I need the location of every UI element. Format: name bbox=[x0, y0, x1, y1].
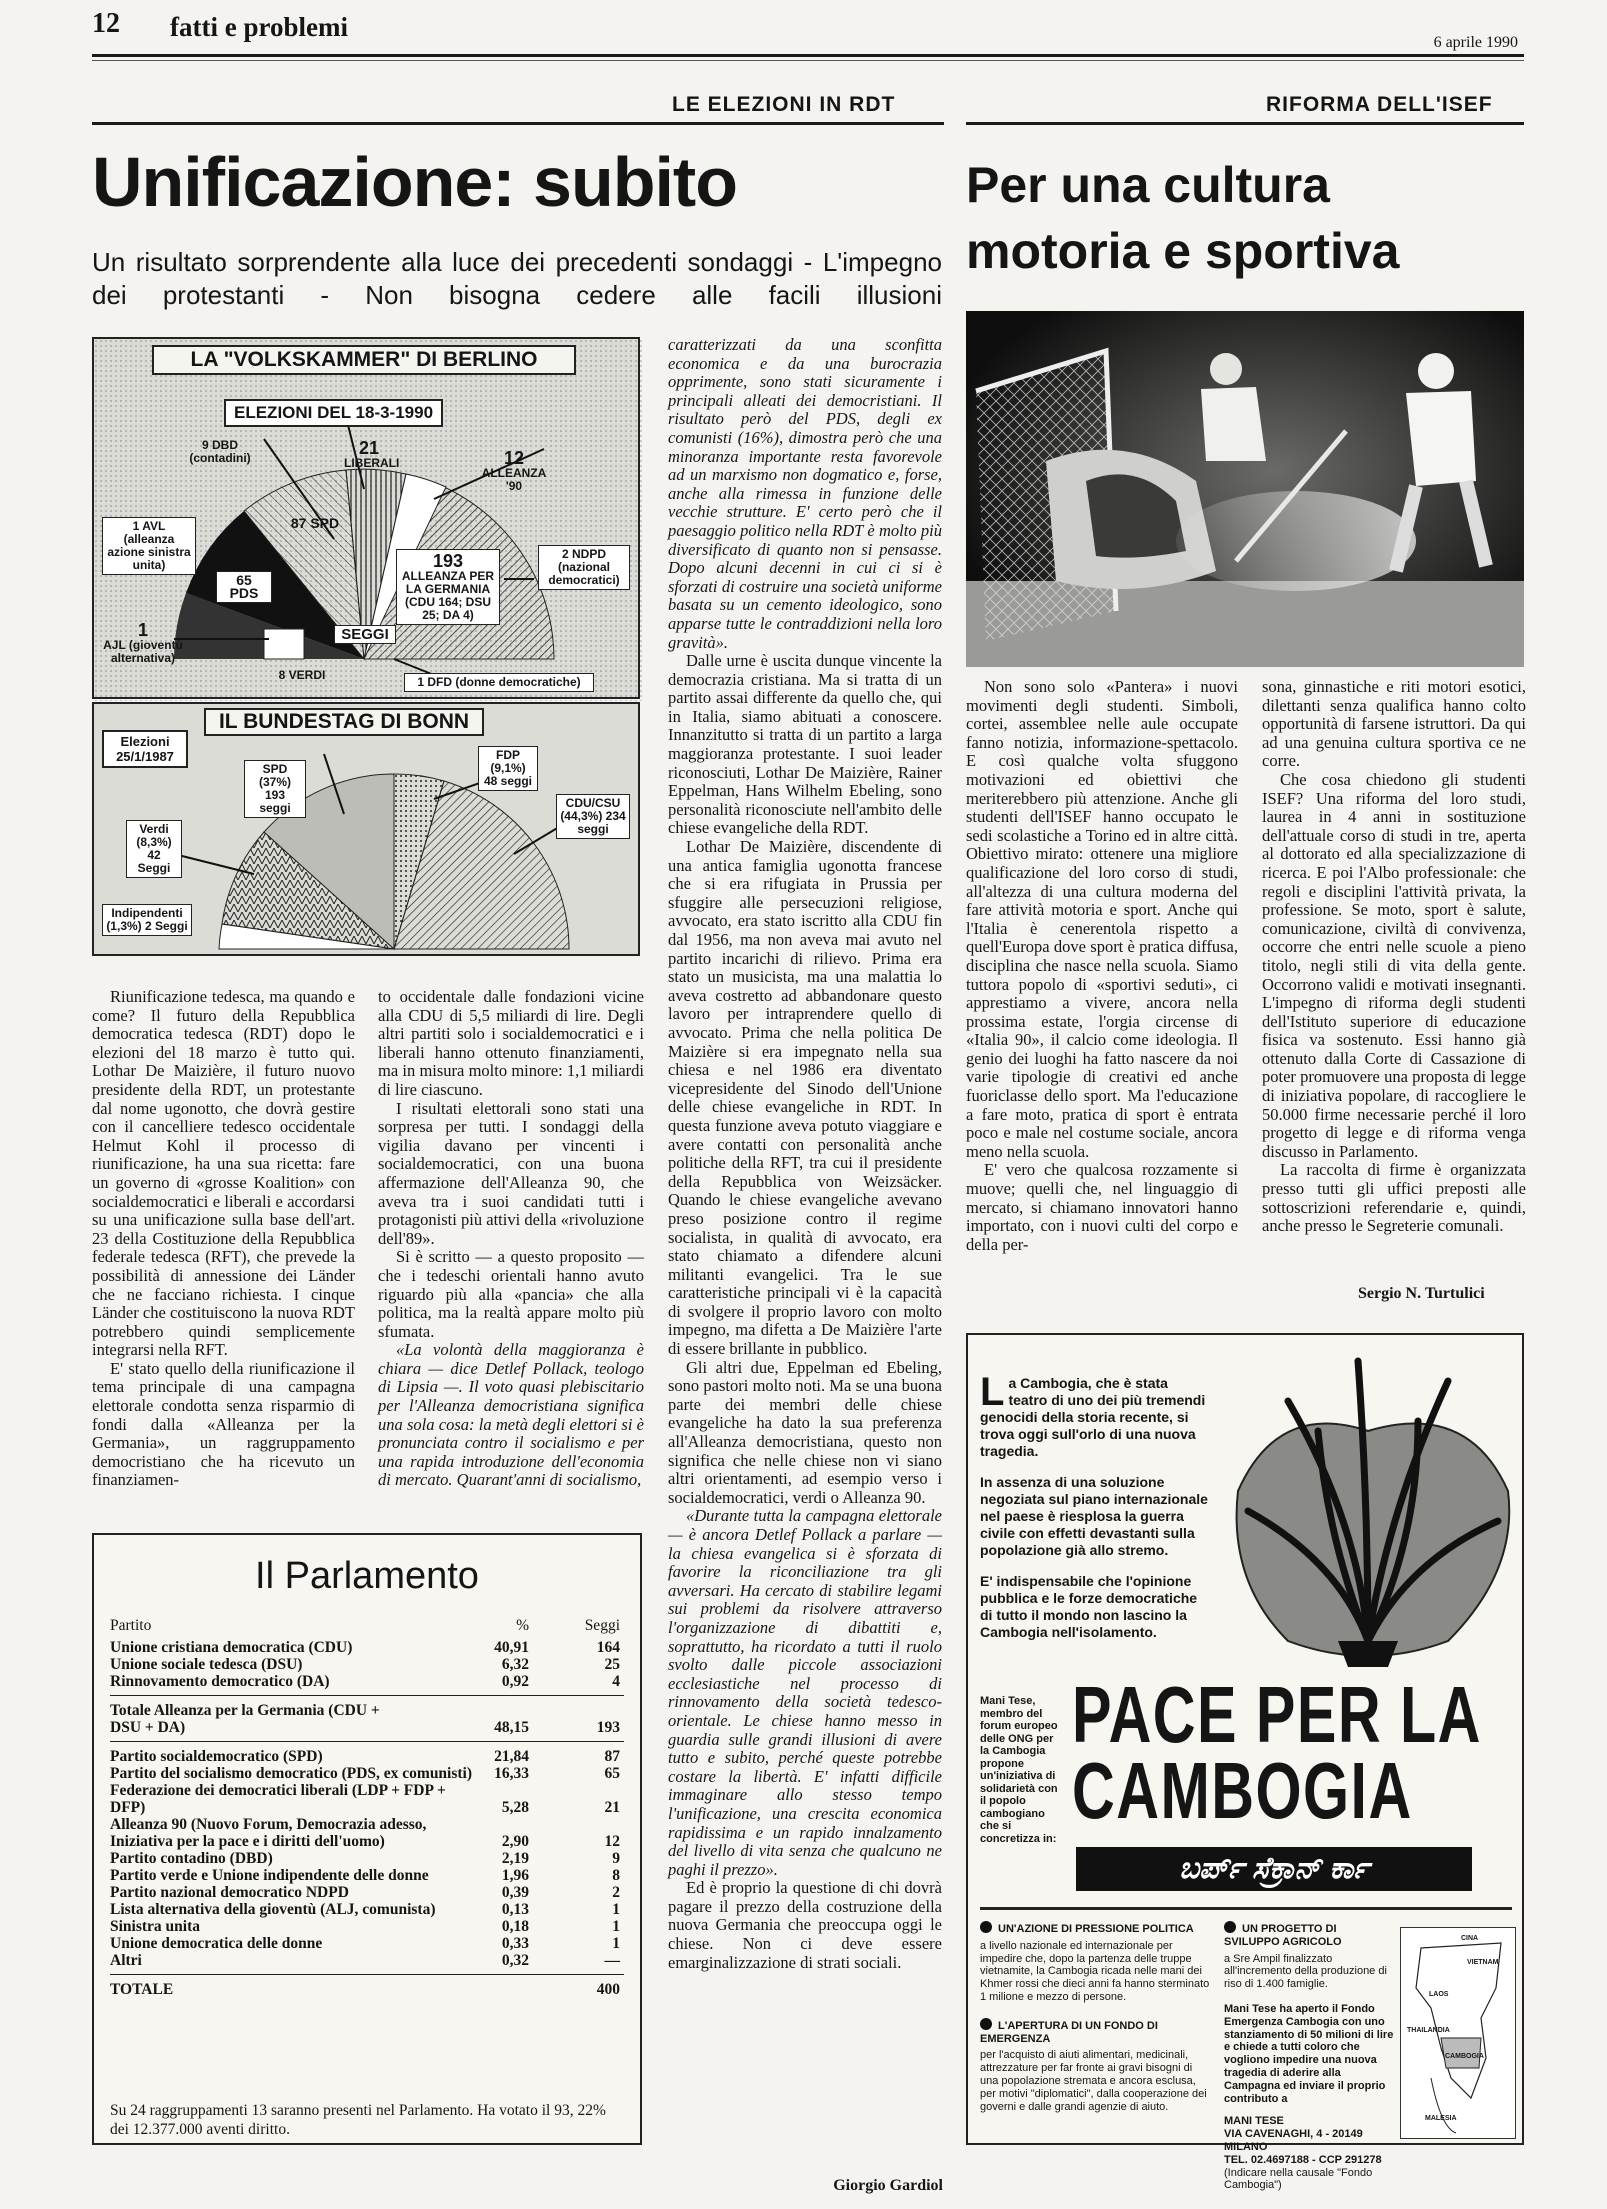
table-row: Partito contadino (DBD) 2,19 9 bbox=[110, 1850, 620, 1867]
label-dbd: 9 DBD (contadini) bbox=[189, 438, 251, 465]
table-row: Partito socialdemocratico (SPD) 21,84 87 bbox=[110, 1748, 620, 1765]
label-avl: 1 AVL (alleanza azione sinistra unita) bbox=[102, 517, 196, 575]
volkskammer-subtitle: ELEZIONI DEL 18-3-1990 bbox=[224, 399, 443, 427]
bundestag-title: IL BUNDESTAG DI BONN bbox=[204, 708, 484, 736]
paragraph: Riunificazione tedesca, ma quando e come? Il futuro della Repubblica democratica tedesca (RDT) dopo le elezioni del 18 marzo è tutto qui. Lothar De Maizière, il futuro nuovo presidente della RDT, un protestante dal nome ugonotto, che dovrà gestire con il cancelliere tedesco occidentale Helmut Kohl il processo di riunificazione, ha una sua ricetta: fare un governo di «grosse Koalition» con socialdemocratici e liberali e accordarsi su una unificazione sulla base dell'art. 23 della Costituzione della Repubblica federale tedesca (RFT), che prevede la possibilità di annessione dei Länder che ne facciano richiesta. I cinque Länder che costituiscono la nuova RDT potrebbero quindi semplicemente integrarsi nella RFT. bbox=[92, 987, 355, 1360]
map-label: CINA bbox=[1461, 1935, 1479, 1942]
paragraph: Si è scritto — a questo proposito — che i tedeschi orientali hanno avuto riguardo più alla «pancia» che alla politica, ma la realtà appare molto più sfumata. bbox=[378, 1247, 644, 1341]
bullet-icon bbox=[1224, 1921, 1236, 1933]
table-header bbox=[110, 1617, 624, 1639]
bullet-icon bbox=[980, 1921, 992, 1933]
label-fdp: FDP (9,1%) 48 seggi bbox=[478, 746, 538, 791]
label-indipendenti: Indipendenti (1,3%) 2 Seggi bbox=[102, 904, 192, 936]
kicker-rule-right bbox=[966, 122, 1524, 125]
ad-khmer-banner: ಬರ್ಪ್ ಸೆಕ್ರಾನ್ ರ್ಕಾ bbox=[1076, 1847, 1472, 1891]
ad-intro-1: La Cambogia, che è stata teatro di uno dei più tremendi genocidi della storia recente, si trova oggi sull'orlo di una nuova tragedia. bbox=[980, 1370, 1206, 1459]
right-article-author: Sergio N. Turtulici bbox=[1358, 1285, 1485, 1302]
left-article-col-3 bbox=[668, 336, 942, 1972]
paragraph: Non sono solo «Pantera» i nuovi movimenti degli studenti. Simboli, cortei, assemblee nelle aule occupate fanno notizia, informazione-spettacolo. E così qualche volta sfuggono motivazioni ed obiettivi che meriterebbero più attenzione. Anche gli studenti dell'ISEF hanno occupato le sedi scolastiche a Torino ed in altre città. Obiettivo mirato: ottenere una migliore qualificazione del loro corso di studi, all'altezza di una cultura moderna del fare attività motoria e sport. Anche qui l'Italia è cenerentola rispetto a quell'Europa dove sport è pratica diffusa, disciplina che nasce nella scuola. Siamo tuttora popolo di «sportivi seduti», ci apprestiamo a vivere, ancora nella prossima estate, l'orgia circense di «Italia 90», il calcio come ideologia. Il genio dei luoghi ha fatto nascere da noi varie tipologie di creativi ed anche fuoriclasse dello sport. Ma l'educazione a fare moto, pratica di sport è entrata poco e male nel costume sociale, ancora meno nella scuola. bbox=[966, 677, 1238, 1161]
col-seats-header: Seggi bbox=[584, 1617, 620, 1634]
rice-plant-illustration bbox=[1218, 1341, 1518, 1667]
left-article-col-2 bbox=[378, 988, 644, 1490]
slice-verdi bbox=[264, 629, 304, 659]
issue-date: 6 aprile 1990 bbox=[1433, 34, 1518, 51]
left-headline: Unificazione: subito bbox=[92, 143, 737, 221]
table-row-total: TOTALE 400 bbox=[110, 1981, 620, 1998]
right-headline: Per una cultura motoria e sportiva bbox=[966, 157, 1400, 279]
table-row: Sinistra unita 0,18 1 bbox=[110, 1918, 620, 1935]
table-row: Unione democratica delle donne 0,33 1 bbox=[110, 1935, 620, 1952]
table-row: Partito verde e Unione indipendente delle donne 1,96 8 bbox=[110, 1867, 620, 1884]
kicker-rule-left bbox=[92, 122, 944, 125]
map-label: MALESIA bbox=[1425, 2115, 1457, 2122]
left-article-author: Giorgio Gardiol bbox=[833, 2177, 943, 2194]
parliament-title: Il Parlamento bbox=[255, 1555, 479, 1597]
hockey-photo bbox=[966, 311, 1524, 667]
paragraph: Ed è proprio la questione di chi dovrà pagare il prezzo della costruzione della nuova Germania che preoccupa oggi le chiese. Non ci deve essere emarginalizzazione di strati sociali. bbox=[668, 1878, 942, 1972]
label-spd: 87 SPD bbox=[290, 515, 340, 531]
paragraph: E' stato quello della riunificazione il tema principale di una campagna elettorale condotta senza risparmio di fondi dalla «Alleanza per la Germania», un raggruppamento democristiano che ha ricevuto un finanziamen- bbox=[92, 1358, 355, 1490]
ad-rule bbox=[980, 1907, 1512, 1910]
bundestag-infographic bbox=[92, 702, 640, 956]
page-header bbox=[92, 8, 1524, 58]
ad-intro-3: E' indispensabile che l'opinione pubblica e le forze democratiche di tutto il mondo non lascino la Cambogia nell'isolamento. bbox=[980, 1573, 1198, 1640]
paragraph: Gli altri due, Eppelman ed Ebeling, sono pastori molto noti. Ma se una buona parte dei membri delle chiese evangeliche ha dato la sua preferenza all'Alleanza democristiana, questo non significa che nelle chiese non vi siano altri orientamenti, ad esempio verso i socialdemocratici, verdi o Alleanza 90. bbox=[668, 1357, 942, 1507]
paragraph: La raccolta di firme è organizzata presso tutti gli uffici preposti alle sottoscrizioni referendarie e, quindi, anche presso le Segreterie comunali. bbox=[1262, 1160, 1526, 1236]
ad-intro-2: In assenza di una soluzione negoziata sul piano internazionale nel paese è riesplosa la guerra civile con effetti devastanti sulla popolazione già allo stremo. bbox=[980, 1474, 1208, 1558]
map-label: VIETNAM bbox=[1467, 1959, 1499, 1966]
page-number: 12 bbox=[92, 8, 120, 39]
left-kicker: LE ELEZIONI IN RDT bbox=[672, 93, 896, 116]
paragraph: Che cosa chiedono gli studenti ISEF? Una riforma del loro studi, laurea in 4 anni in sostituzione dell'attuale corso di studi in tre, aperta al dottorato ed alla specializzazione di ricerca. E poi l'Albo professionale: che regoli e disciplini l'attività privata, la professione. Se moto, sport è salute, comunicazione, civiltà di convivenza, occorre che entri nelle scuole a pieno titolo, negli stili di vita della gente. Occorrono validi e motivati insegnanti. L'impegno di riforma degli studenti dell'Istituto superiore di educazione fisica va sostenuto. Essi hanno già ottenuto dalla Corte di Cassazione di poter promuovere una proposta di legge di iniziativa popolare, di raccogliere le 50.000 firme necessarie perché il loro progetto di legge e di riforma venga discusso in Parlamento. bbox=[1262, 769, 1526, 1161]
ad-headline: PACE PER LA CAMBOGIA bbox=[1072, 1670, 1482, 1835]
header-rule bbox=[92, 54, 1524, 57]
paragraph: Lothar De Maizière, discendente di una antica famiglia ugonotta francese che si era rifugiata in Prussia per sfuggire alle persecuzioni religiose, avvocato, era stato iscritto alla CDU fin dal 1956, ma non aveva mai avuto nel partito incarichi di rilievo. Prima era stato un musicista, ma una malattia lo aveva costretto ad abbandonare questo lavoro per intraprendere quello di avvocato. Prima che nella politica De Maizière si era impegnato nella sua chiesa e nel 1986 era diventato vicepresidente del Sinodo dell'Unione delle chiese evangeliche in RDT. In questa funzione aveva potuto viaggiare e avere contatti con personalità anche politiche della RFT, tra cui il presidente della Repubblica von Weizsäcker. Quando le chiese evangeliche avevano preso posizione contro il regime socialista, in qualità di avvocato, era stato chiamato a difendere alcuni militanti evangelici. Tra le sue caratteristiche principali vi è la capacità di svolgere il proprio lavoro con molto impegno, ma difetta a De Maizière l'arte di essere brillante in pubblico. bbox=[668, 837, 942, 1359]
ad-intro bbox=[980, 1370, 1208, 1655]
paragraph: Dalle urne è uscita dunque vincente la democrazia cristiana. Ma si tratta di un partito assai differente da quello che, qui in Italia, siamo abituati a conoscere. Innanzitutto si tratta di un partito a larga maggioranza protestante. I suoi leader riconosciuti, Lothar De Maizière, Rainer Eppelman, Hans Wilhelm Ebeling, sono personalità riconosciute nell'ambito delle chiese evangeliche della RDT. bbox=[668, 651, 942, 838]
table-row: Federazione dei democratici liberali (LDP + FDP + DFP) 5,28 21 bbox=[110, 1782, 620, 1816]
label-liberali: 21 LIBERALI bbox=[344, 438, 400, 470]
hockey-photo-image bbox=[966, 311, 1524, 667]
parliament-note: Su 24 raggruppamenti 13 saranno presenti nel Parlamento. Ha votato il 93, 22% dei 12.377.000 aventi diritto. bbox=[110, 2102, 606, 2138]
parliament-table-box bbox=[92, 1533, 642, 2145]
right-kicker: RIFORMA DELL'ISEF bbox=[1266, 93, 1493, 116]
map-label: LAOS bbox=[1429, 1991, 1449, 1998]
label-alleanza90: 12 ALLEANZA '90 bbox=[481, 448, 547, 493]
bullet-icon bbox=[980, 2018, 992, 2030]
table-row-total-alliance: Totale Alleanza per la Germania (CDU + DSU + DA) 48,15 193 bbox=[110, 1702, 620, 1736]
left-article-col-1 bbox=[92, 988, 355, 1490]
volkskammer-title: LA "VOLKSKAMMER" DI BERLINO bbox=[152, 345, 576, 375]
left-subhead: Un risultato sorprendente alla luce dei precedenti sondaggi - L'impegno dei protestanti - Non bisogna cedere alle facili illusioni bbox=[92, 247, 942, 310]
paragraph: E' vero che qualcosa rozzamente si muove; quelli che, nel linguaggio di mercato, si chiamano innovatori hanno importato, con i nuovi culti del corpo e della per- bbox=[966, 1160, 1238, 1254]
quote-paragraph: «Durante tutta la campagna elettorale — è ancora Detlef Pollack a parlare — la chiesa evangelica si è sforzata di favorire la riconciliazione tra gli avversari. Ha cercato di stabilire legami sui problemi da risolvere attraverso l'organizzazione di dibattiti e, soprattutto, ha ricordato a tutti il ruolo svolto dalle piccole associazioni ecclesiastiche nel processo di rinnovamento della società tedesco-orientale. Le chiese hanno messo in guardia sulle grandi illusioni di avere tutto e subito, perché queste potrebbe costare la libertà. E' infatti difficile immaginare allo stesso tempo l'unificazione, una crescita economica rapidissima e un rapido innalzamento del livello di vita senza che qualcuno ne paghi il prezzo». bbox=[668, 1506, 942, 1879]
label-ajl: 1 AJL (gioventù alternativa) bbox=[103, 620, 183, 665]
paragraph: to occidentale dalle fondazioni vicine alla CDU di 5,5 miliardi di lire. Degli altri partiti solo i socialdemocratici e i liberali hanno ottenuto finanziamenti, ma in misura molto minore: 1,1 miliardi di lire ciascuno. bbox=[378, 987, 644, 1099]
paragraph: I risultati elettorali sono stati una sorpresa per tutti. I sondaggi della vigilia davano per vincenti i socialdemocratici, con una buona affermazione dell'Alleanza 90, che aveva tra i suoi candidati tutti i protagonisti più attivi della «rivoluzione dell'89». bbox=[378, 1098, 644, 1248]
section-name: fatti e problemi bbox=[170, 12, 348, 42]
right-article-col-1 bbox=[966, 678, 1238, 1254]
table-row: Rinnovamento democratico (DA) 0,92 4 bbox=[110, 1673, 620, 1690]
indochina-map bbox=[1400, 1927, 1516, 2139]
label-verdi-bt: Verdi (8,3%) 42 Seggi bbox=[126, 820, 182, 878]
col-pct-header: % bbox=[516, 1617, 529, 1634]
table-row: Altri 0,32 — bbox=[110, 1952, 620, 1969]
table-row: Lista alternativa della gioventù (ALJ, comunista) 0,13 1 bbox=[110, 1901, 620, 1918]
label-seggi: SEGGI bbox=[334, 625, 396, 644]
map-label: THAILANDIA bbox=[1407, 2027, 1450, 2034]
table-row: Unione sociale tedesca (DSU) 6,32 25 bbox=[110, 1656, 620, 1673]
label-alleanza: 193 ALLEANZA PER LA GERMANIA (CDU 164; DSU 25; DA 4) bbox=[396, 549, 500, 625]
paragraph: sona, ginnastiche e riti motori esotici, dilettanti senza qualifica hanno colto opportunità di farsene istruttori. Da qui ad una genuina cultura sportiva ce ne corre. bbox=[1262, 677, 1526, 771]
label-spd-bt: SPD (37%) 193 seggi bbox=[244, 760, 306, 818]
table-separator bbox=[110, 1974, 624, 1975]
label-dfd: 1 DFD (donne democratiche) bbox=[404, 673, 594, 692]
ad-column-1: UN'AZIONE DI PRESSIONE POLITICA a livello nazionale ed internazionale per impedire che, dopo la partenza delle truppe vietnamite, la Cambogia ricada nelle mani dei Khmer rossi che dieci anni fa hanno sterminato 1 milione e mezzo di persone. L'APERTURA DI UN FONDO DI EMERGENZA per l'acquisto di aiuti alimentari, medicinali, attrezzature per far fronte ai gravi bisogni di una popolazione stremata e ancora esclusa, per motivi "diplomatici", dalla cooperazione dei governi e dalle grandi agenzie di aiuto. bbox=[980, 1923, 1210, 2113]
table-row: Partito nazional democratico NDPD 0,39 2 bbox=[110, 1884, 620, 1901]
ad-sidebar: Mani Tese, membro del forum europeo delle ONG per la Cambogia propone un'iniziativa di solidarietà con il popolo cambogiano che si concretizza in: bbox=[980, 1695, 1058, 1845]
right-article-col-2 bbox=[1262, 678, 1526, 1236]
table-row: Unione cristiana democratica (CDU) 40,91 164 bbox=[110, 1639, 620, 1656]
table-separator bbox=[110, 1741, 624, 1742]
label-verdi: 8 VERDI bbox=[278, 668, 326, 682]
col-party-header: Partito bbox=[110, 1617, 152, 1634]
bundestag-elections: Elezioni 25/1/1987 bbox=[102, 730, 188, 768]
cambodia-ad bbox=[966, 1333, 1524, 2192]
table-separator bbox=[110, 1695, 624, 1696]
label-cducsu: CDU/CSU (44,3%) 234 seggi bbox=[556, 794, 630, 839]
ad-column-2: UN PROGETTO DI SVILUPPO AGRICOLO a Sre Ampil finalizzato all'incremento della produzione di riso di 1.400 famiglie. Mani Tese ha aperto il Fondo Emergenza Cambogia con uno stanziamento di 50 milioni di lire e chiede a tutti coloro che vogliono impedire una nuova tragedia di aderire alla Campagna ed inviare il proprio contributo a MANI TESE VIA CAVENAGHI, 4 - 20149 MILANO TEL. 02.4697188 - CCP 291278 (Indicare nella causale "Fondo Cambogia") bbox=[1224, 1923, 1394, 2192]
parliament-table bbox=[110, 1617, 624, 1998]
label-pds: 65 PDS bbox=[216, 571, 272, 603]
map-label: CAMBOGIA bbox=[1445, 2053, 1484, 2060]
volkskammer-infographic bbox=[92, 337, 640, 699]
header-rule-thin bbox=[92, 60, 1524, 61]
table-row: Alleanza 90 (Nuovo Forum, Democrazia adesso, Iniziativa per la pace e i diritti dell'uomo) 2,90 12 bbox=[110, 1816, 620, 1850]
label-ndpd: 2 NDPD (nazional democratici) bbox=[538, 545, 630, 590]
quote-paragraph: caratterizzati da una sconfitta economica e da una burocrazia opprimente, sono stati sicuramente i principali alleati dei democristiani. Il risultato però del PDS, degli ex comunisti (16%), dimostra però che una minoranza importante resta favorevole ad un marxismo non dogmatico e, forse, anche alla rimessa in funzione delle vecchie strutture. E' certo però che il paesaggio politico nella RDT è molto più diversificato di quanto non si pensasse. Dopo alcuni decenni in cui ci si è sforzati di costruire una società uniforme basata su un cemento ideologico, sono apparse tutte le contraddizioni nella loro gravità». bbox=[668, 335, 942, 652]
ad-dropcap: L bbox=[980, 1370, 1005, 1414]
quote-paragraph: «La volontà della maggioranza è chiara — dice Detlef Pollack, teologo di Lipsia —. Il voto quasi plebiscitario per l'Alleanza democristiana significa una sola cosa: la metà degli elettori si è pronunciata contro il socialismo e per una rapida introduzione dell'economia di mercato. Quarant'anni di socialismo, bbox=[378, 1340, 644, 1490]
table-row: Partito del socialismo democratico (PDS, ex comunisti) 16,33 65 bbox=[110, 1765, 620, 1782]
